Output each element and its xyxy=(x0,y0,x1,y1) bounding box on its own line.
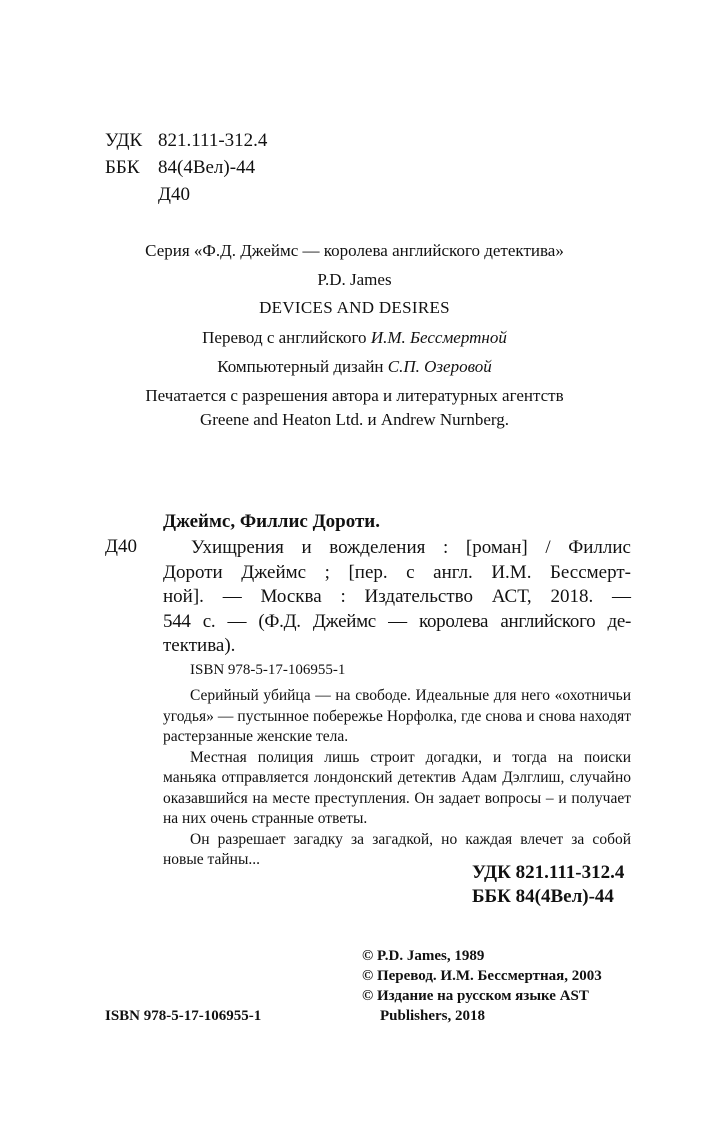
translation-prefix: Перевод с английского xyxy=(202,328,367,347)
annotation-paragraph: Местная полиция лишь строит догадки, и тогда на поиски маньяка отправляется лондонский детектив Адам Дэлглиш, случайно оказавшийся на месте преступления. Он задает вопросы – и получает на них очень странные ответы. xyxy=(163,748,631,827)
copyright-translation: © Перевод. И.М. Бессмертная, 2003 xyxy=(362,968,602,984)
catalog-line: Дороти Джеймс ; [пер. с англ. И.М. Бессмерт- xyxy=(163,561,631,583)
catalog-heading: Джеймс, Филлис Дороти. xyxy=(163,511,380,532)
catalog-line: Ухищрения и вожделения : [роман] / Филлис xyxy=(191,537,631,558)
catalog-description xyxy=(163,536,631,659)
bbk-label: ББК xyxy=(105,157,140,178)
copyright-edition: © Издание на русском языке AST xyxy=(362,988,589,1004)
series-line: Серия «Ф.Д. Джеймс — королева английского детектива» xyxy=(145,241,564,260)
catalog-line: 544 с. — (Ф.Д. Джеймс — королева английского де- xyxy=(163,610,631,632)
annotation xyxy=(163,686,631,871)
annotation-paragraph: Серийный убийца — на свободе. Идеальные для него «охотничьи угодья» — пустынное побережье Норфолка, где снова и снова находят растерзанные женские тела. xyxy=(163,687,631,745)
udk-code: 821.111-312.4 xyxy=(158,130,268,151)
udk-bottom: УДК 821.111-312.4 xyxy=(472,862,625,883)
udk-label: УДК xyxy=(105,130,143,151)
designer-name: С.П. Озеровой xyxy=(387,357,492,376)
annotation-paragraph: Он разрешает загадку за загадкой, но каждая влечет за собой новые тайны... xyxy=(163,830,631,868)
catalog-mark: Д40 xyxy=(105,536,137,557)
catalog-line: ной]. — Москва : Издательство АСТ, 2018. — xyxy=(163,586,631,607)
bbk-code: 84(4Вел)-44 xyxy=(158,157,256,178)
permission-line-2: Greene and Heaton Ltd. и Andrew Nurnberg. xyxy=(199,410,509,429)
copyright-edition-cont: Publishers, 2018 xyxy=(380,1008,486,1024)
copyright-author: © P.D. James, 1989 xyxy=(362,948,485,964)
catalog-isbn: ISBN 978-5-17-106955-1 xyxy=(190,662,346,678)
catalog-line: тектива). xyxy=(163,635,236,656)
translator-name: И.М. Бессмертной xyxy=(370,328,507,347)
original-author: P.D. James xyxy=(317,270,392,289)
design-credit xyxy=(0,357,709,377)
permission-line-1: Печатается с разрешения автора и литературных агентств xyxy=(145,386,564,405)
translation-credit xyxy=(0,328,709,348)
bbk-bottom: ББК 84(4Вел)-44 xyxy=(472,886,614,907)
design-prefix: Компьютерный дизайн xyxy=(217,357,384,376)
original-title: DEVICES AND DESIRES xyxy=(259,298,450,317)
isbn-bottom: ISBN 978-5-17-106955-1 xyxy=(105,1008,262,1024)
author-mark: Д40 xyxy=(158,184,190,205)
